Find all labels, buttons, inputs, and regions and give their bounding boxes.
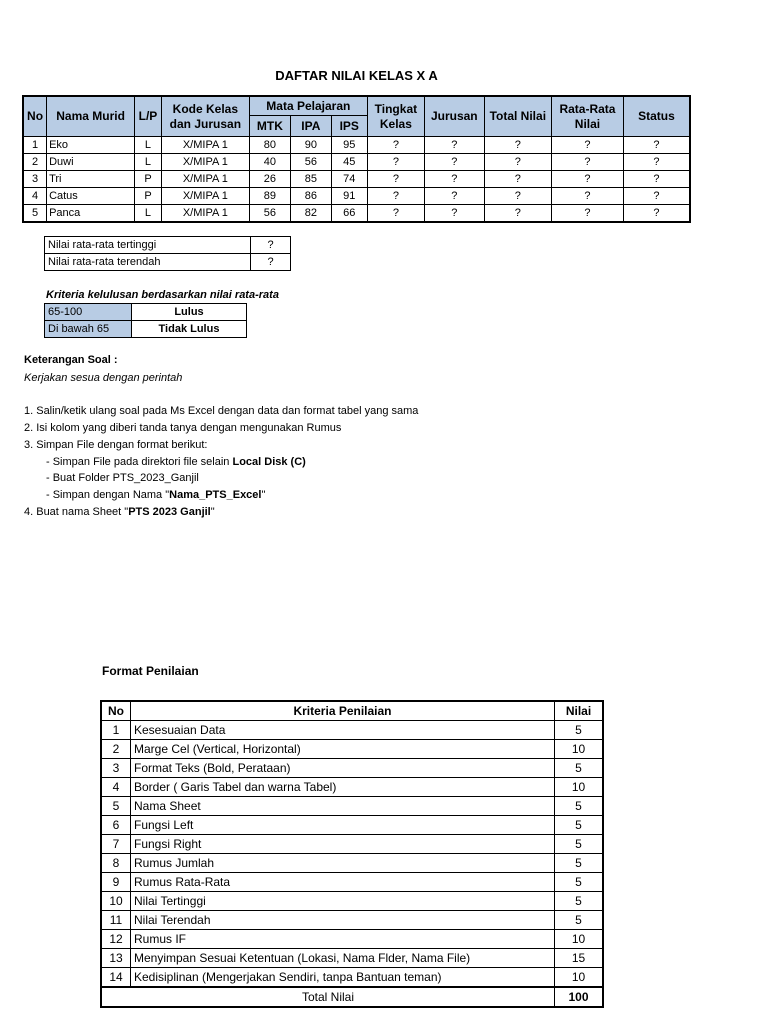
- cell-rata: ?: [552, 154, 624, 171]
- penilaian-nilai: 5: [555, 835, 604, 854]
- penilaian-nilai: 5: [555, 873, 604, 892]
- cell-tingkat: ?: [367, 188, 424, 205]
- penilaian-nilai: 10: [555, 930, 604, 949]
- cell-jurusan: ?: [425, 154, 484, 171]
- kriteria-status: Lulus: [132, 304, 247, 321]
- penilaian-kriteria: Nama Sheet: [131, 797, 555, 816]
- cell-nama: Eko: [47, 137, 135, 154]
- instruction-3a: [46, 456, 306, 468]
- keterangan-subtitle: Kerjakan sesua dengan perintah: [24, 372, 183, 384]
- kriteria-status: Tidak Lulus: [132, 321, 247, 338]
- cell-no: 1: [23, 137, 47, 154]
- penilaian-no: 7: [101, 835, 131, 854]
- average-highest-row: [45, 237, 291, 254]
- penilaian-row: [101, 835, 603, 854]
- penilaian-header-kriteria: Kriteria Penilaian: [131, 701, 555, 721]
- penilaian-header-no: No: [101, 701, 131, 721]
- cell-kode: X/MIPA 1: [161, 154, 249, 171]
- instruction-3c-text: - Simpan dengan Nama ": [46, 489, 170, 501]
- cell-tingkat: ?: [367, 137, 424, 154]
- cell-nama: Duwi: [47, 154, 135, 171]
- penilaian-nilai: 5: [555, 892, 604, 911]
- cell-total: ?: [484, 188, 552, 205]
- penilaian-total-row: [101, 987, 603, 1007]
- header-total-nilai: Total Nilai: [484, 96, 552, 137]
- kriteria-row: [45, 304, 247, 321]
- instruction-4-end: ": [210, 506, 215, 518]
- penilaian-row: [101, 797, 603, 816]
- instruction-3a-bold: Local Disk (C): [232, 456, 306, 468]
- penilaian-kriteria: Menyimpan Sesuai Ketentuan (Lokasi, Nama Flder, Nama File): [131, 949, 555, 968]
- cell-total: ?: [484, 154, 552, 171]
- cell-lp: P: [135, 188, 162, 205]
- cell-status: ?: [623, 205, 690, 223]
- page-title: DAFTAR NILAI KELAS X A: [275, 68, 438, 83]
- average-lowest-row: [45, 254, 291, 271]
- table-row: [23, 188, 690, 205]
- penilaian-header-nilai: Nilai: [555, 701, 604, 721]
- cell-no: 3: [23, 171, 47, 188]
- average-highest-value: ?: [251, 237, 291, 254]
- penilaian-row: [101, 778, 603, 797]
- header-kode-kelas: Kode Kelas dan Jurusan: [161, 96, 249, 137]
- cell-mtk: 26: [249, 171, 290, 188]
- cell-status: ?: [623, 171, 690, 188]
- penilaian-nilai: 5: [555, 911, 604, 930]
- header-lp: L/P: [135, 96, 162, 137]
- table-row: [23, 171, 690, 188]
- penilaian-kriteria: Marge Cel (Vertical, Horizontal): [131, 740, 555, 759]
- penilaian-nilai: 10: [555, 778, 604, 797]
- cell-ipa: 82: [290, 205, 331, 223]
- penilaian-kriteria: Fungsi Right: [131, 835, 555, 854]
- cell-jurusan: ?: [425, 171, 484, 188]
- penilaian-total-label: Total Nilai: [101, 987, 555, 1007]
- penilaian-row: [101, 911, 603, 930]
- cell-tingkat: ?: [367, 171, 424, 188]
- instruction-3c-end: ": [261, 489, 266, 501]
- instruction-4-bold: PTS 2023 Ganjil: [128, 506, 211, 518]
- cell-nama: Catus: [47, 188, 135, 205]
- instruction-4: [24, 506, 215, 518]
- instruction-3c: [46, 489, 265, 501]
- cell-rata: ?: [552, 137, 624, 154]
- cell-mtk: 89: [249, 188, 290, 205]
- kriteria-title: Kriteria kelulusan berdasarkan nilai rata-rata: [46, 289, 279, 301]
- cell-kode: X/MIPA 1: [161, 171, 249, 188]
- header-jurusan: Jurusan: [425, 96, 484, 137]
- cell-ipa: 90: [290, 137, 331, 154]
- kriteria-row: [45, 321, 247, 338]
- header-rata-rata: Rata-Rata Nilai: [552, 96, 624, 137]
- average-highest-label: Nilai rata-rata tertinggi: [45, 237, 251, 254]
- cell-ipa: 85: [290, 171, 331, 188]
- cell-total: ?: [484, 137, 552, 154]
- penilaian-no: 9: [101, 873, 131, 892]
- penilaian-kriteria: Kedisiplinan (Mengerjakan Sendiri, tanpa Bantuan teman): [131, 968, 555, 988]
- grades-table: [22, 95, 691, 223]
- penilaian-row: [101, 949, 603, 968]
- instruction-3b: - Buat Folder PTS_2023_Ganjil: [46, 472, 199, 484]
- instruction-3a-text: - Simpan File pada direktori file selain: [46, 456, 233, 468]
- penilaian-row: [101, 892, 603, 911]
- penilaian-header-row: [101, 701, 603, 721]
- penilaian-nilai: 15: [555, 949, 604, 968]
- penilaian-nilai: 10: [555, 968, 604, 988]
- cell-no: 4: [23, 188, 47, 205]
- header-no: No: [23, 96, 47, 137]
- penilaian-row: [101, 968, 603, 988]
- cell-rata: ?: [552, 188, 624, 205]
- penilaian-row: [101, 854, 603, 873]
- penilaian-row: [101, 930, 603, 949]
- cell-lp: L: [135, 154, 162, 171]
- cell-jurusan: ?: [425, 205, 484, 223]
- penilaian-nilai: 5: [555, 721, 604, 740]
- cell-ips: 95: [331, 137, 367, 154]
- cell-status: ?: [623, 188, 690, 205]
- penilaian-no: 3: [101, 759, 131, 778]
- cell-total: ?: [484, 205, 552, 223]
- average-summary-table: [44, 236, 291, 271]
- penilaian-nilai: 5: [555, 759, 604, 778]
- cell-jurusan: ?: [425, 137, 484, 154]
- penilaian-kriteria: Rumus Rata-Rata: [131, 873, 555, 892]
- cell-status: ?: [623, 154, 690, 171]
- instruction-2: 2. Isi kolom yang diberi tanda tanya dengan mengunakan Rumus: [24, 422, 342, 434]
- cell-total: ?: [484, 171, 552, 188]
- cell-ipa: 56: [290, 154, 331, 171]
- penilaian-no: 1: [101, 721, 131, 740]
- cell-rata: ?: [552, 205, 624, 223]
- header-tingkat-kelas: Tingkat Kelas: [367, 96, 424, 137]
- cell-nama: Tri: [47, 171, 135, 188]
- table-row: [23, 137, 690, 154]
- penilaian-total-value: 100: [555, 987, 604, 1007]
- instruction-1: 1. Salin/ketik ulang soal pada Ms Excel dengan data dan format tabel yang sama: [24, 405, 419, 417]
- average-lowest-value: ?: [251, 254, 291, 271]
- cell-tingkat: ?: [367, 154, 424, 171]
- cell-lp: L: [135, 137, 162, 154]
- penilaian-row: [101, 740, 603, 759]
- penilaian-no: 6: [101, 816, 131, 835]
- penilaian-nilai: 5: [555, 854, 604, 873]
- penilaian-nilai: 10: [555, 740, 604, 759]
- table-row: [23, 154, 690, 171]
- penilaian-no: 2: [101, 740, 131, 759]
- header-mtk: MTK: [249, 116, 290, 137]
- table-row: [23, 205, 690, 223]
- penilaian-no: 5: [101, 797, 131, 816]
- penilaian-no: 8: [101, 854, 131, 873]
- header-ips: IPS: [331, 116, 367, 137]
- penilaian-no: 12: [101, 930, 131, 949]
- keterangan-title: Keterangan Soal :: [24, 354, 118, 366]
- penilaian-row: [101, 721, 603, 740]
- format-penilaian-table: [100, 700, 604, 1008]
- cell-no: 5: [23, 205, 47, 223]
- cell-ips: 45: [331, 154, 367, 171]
- format-penilaian-title: Format Penilaian: [102, 664, 199, 678]
- cell-rata: ?: [552, 171, 624, 188]
- header-mata-pelajaran: Mata Pelajaran: [249, 96, 367, 116]
- instruction-3c-bold: Nama_PTS_Excel: [169, 489, 262, 501]
- penilaian-kriteria: Border ( Garis Tabel dan warna Tabel): [131, 778, 555, 797]
- kriteria-table: [44, 303, 247, 338]
- penilaian-no: 14: [101, 968, 131, 988]
- cell-lp: P: [135, 171, 162, 188]
- cell-kode: X/MIPA 1: [161, 205, 249, 223]
- header-nama-murid: Nama Murid: [47, 96, 135, 137]
- cell-mtk: 40: [249, 154, 290, 171]
- cell-jurusan: ?: [425, 188, 484, 205]
- cell-nama: Panca: [47, 205, 135, 223]
- penilaian-kriteria: Kesesuaian Data: [131, 721, 555, 740]
- header-status: Status: [623, 96, 690, 137]
- cell-tingkat: ?: [367, 205, 424, 223]
- penilaian-row: [101, 873, 603, 892]
- penilaian-nilai: 5: [555, 797, 604, 816]
- cell-no: 2: [23, 154, 47, 171]
- penilaian-row: [101, 816, 603, 835]
- cell-status: ?: [623, 137, 690, 154]
- cell-mtk: 80: [249, 137, 290, 154]
- average-lowest-label: Nilai rata-rata terendah: [45, 254, 251, 271]
- penilaian-nilai: 5: [555, 816, 604, 835]
- penilaian-no: 10: [101, 892, 131, 911]
- cell-ipa: 86: [290, 188, 331, 205]
- cell-ips: 74: [331, 171, 367, 188]
- instruction-4-text: 4. Buat nama Sheet ": [24, 506, 129, 518]
- penilaian-kriteria: Nilai Tertinggi: [131, 892, 555, 911]
- penilaian-kriteria: Fungsi Left: [131, 816, 555, 835]
- kriteria-range: Di bawah 65: [45, 321, 132, 338]
- penilaian-no: 11: [101, 911, 131, 930]
- penilaian-kriteria: Rumus Jumlah: [131, 854, 555, 873]
- cell-lp: L: [135, 205, 162, 223]
- cell-ips: 91: [331, 188, 367, 205]
- cell-kode: X/MIPA 1: [161, 188, 249, 205]
- instruction-3: 3. Simpan File dengan format berikut:: [24, 439, 208, 451]
- penilaian-row: [101, 759, 603, 778]
- penilaian-kriteria: Rumus IF: [131, 930, 555, 949]
- header-ipa: IPA: [290, 116, 331, 137]
- grades-header-row: [23, 96, 690, 116]
- cell-kode: X/MIPA 1: [161, 137, 249, 154]
- penilaian-kriteria: Nilai Terendah: [131, 911, 555, 930]
- kriteria-range: 65-100: [45, 304, 132, 321]
- penilaian-no: 13: [101, 949, 131, 968]
- penilaian-no: 4: [101, 778, 131, 797]
- cell-ips: 66: [331, 205, 367, 223]
- cell-mtk: 56: [249, 205, 290, 223]
- penilaian-kriteria: Format Teks (Bold, Perataan): [131, 759, 555, 778]
